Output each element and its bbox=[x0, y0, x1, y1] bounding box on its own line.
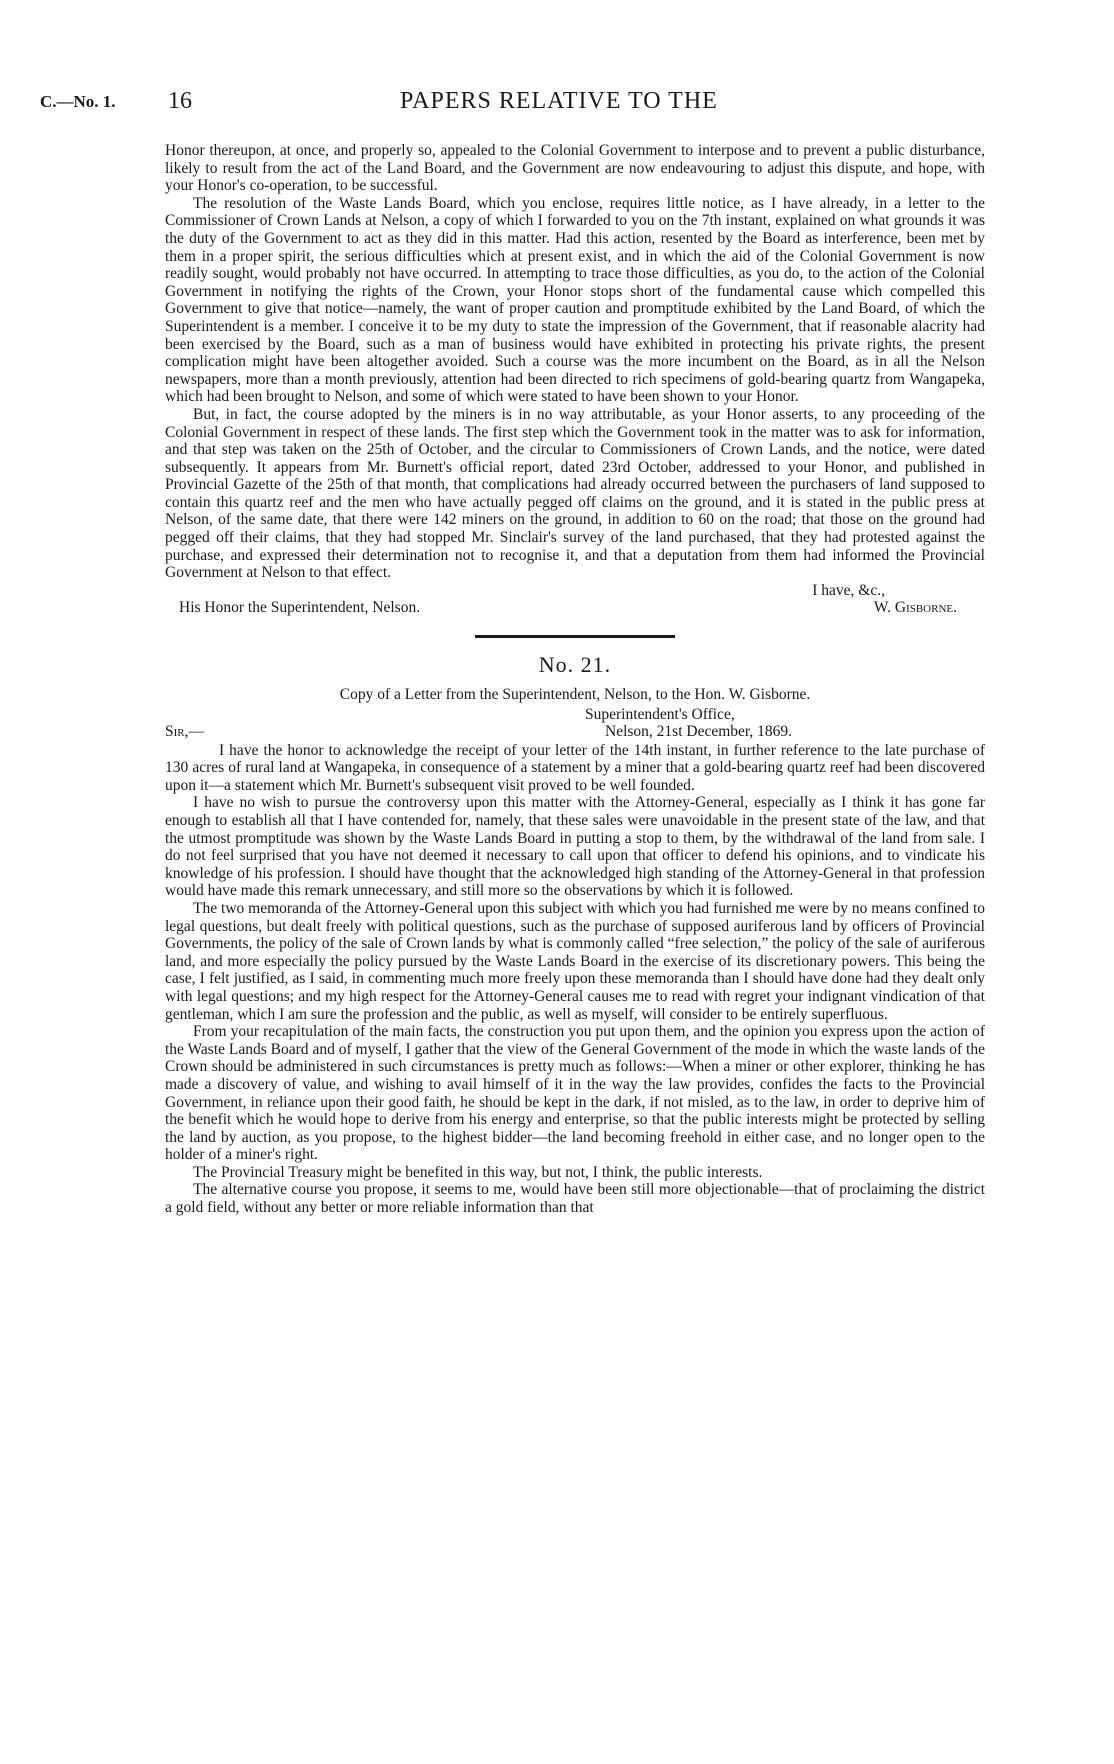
letter2-paragraph: The alternative course you propose, it seems to me, would have been still more objectionable—that of proclaiming the district a gold field, without any better or more reliable information than that bbox=[165, 1181, 985, 1217]
paper-reference: C.—No. 1. bbox=[40, 92, 116, 111]
letter2-paragraph: I have the honor to acknowledge the receipt of your letter of the 14th instant, in further reference to the late purchase of 130 acres of rural land at Wangapeka, in consequence of a statement by a miner that a gold-bearing quartz reef had been discovered upon it—a statement which Mr. Burnett's subsequent visit proved to be well founded. bbox=[165, 741, 985, 794]
page-header bbox=[40, 88, 1040, 118]
letter2-salutation: Sir,— bbox=[165, 722, 204, 740]
letter2-copy-line: Copy of a Letter from the Superintendent, Nelson, to the Hon. W. Gisborne. bbox=[339, 686, 811, 704]
letter1-paragraph: Honor thereupon, at once, and properly so, appealed to the Colonial Government to interpose and to prevent a public disturbance, likely to result from the act of the Land Board, and the Government are now endeavouring to adjust this dispute, and hope, with your Honor's co-operation, to be successful. bbox=[165, 142, 985, 195]
letter2-heading bbox=[165, 706, 985, 742]
letter1-paragraph: The resolution of the Waste Lands Board, which you enclose, requires little notice, as I have already, in a letter to the Commissioner of Crown Lands at Nelson, a copy of which I forwarded to you on the 7th instant, explained on what grounds it was the duty of the Government to act as they did in this matter. Had this action, resented by the Board as interference, been met by them in a proper spirit, the serious difficulties which at present exist, and in which the aid of the Colonial Government is now readily sought, would probably not have occurred. In attempting to trace those difficulties, as you do, to the action of the Colonial Government in notifying the rights of the Crown, your Honor stops short of the fundamental cause which compelled this Government to give that notice—namely, the want of proper caution and promptitude exhibited by the Land Board, of which the Superintendent is a member. I conceive it to be my duty to state the impression of the Government, that if reasonable alacrity had been exercised by the Board, such as a man of business would have exhibited in protecting his private rights, the present complication might have been altogether avoided. Such a course was the more incumbent on the Board, as in all the Nelson newspapers, more than a month previously, attention had been directed to rich specimens of gold-bearing quartz from Wangapeka, which had been brought to Nelson, and some of which were stated to have been shown to your Honor. bbox=[165, 194, 985, 406]
letter2-paragraph: From your recapitulation of the main facts, the construction you put upon them, and the opinion you express upon the action of the Waste Lands Board and of myself, I gather that the view of the General Government of the mode in which the waste lands of the Crown should be administered in such circumstances is pretty much as follows:—When a miner or other explorer, thinking he has made a discovery of value, and wishing to avail himself of it in the way the law provides, confides the facts to the Provincial Government, in reliance upon their good faith, he should be kept in the dark, if not misled, as to the law, in order to deprive him of the benefit which he would hope to derive from his energy and enterprise, so that the public interests might be protected by selling the land by auction, as you propose, to the highest bidder—the land becoming freehold in either case, and no longer open to the holder of a miner's right. bbox=[165, 1023, 985, 1164]
letter2-paragraph: I have no wish to pursue the controversy upon this matter with the Attorney-General, especially as I think it has gone far enough to establish all that I have contended for, namely, that these sales were unavoidable in the present state of the law, and that the utmost promptitude was shown by the Waste Lands Board in putting a stop to them, by the withdrawal of the land from sale. I do not feel surprised that you have not deemed it necessary to call upon that officer to defend his opinions, and to vindicate his knowledge of his profession. I should have thought that the acknowledged high standing of the Attorney-General in that profession would have made this remark unnecessary, and still more so the observations by which it is followed. bbox=[165, 794, 985, 900]
letter1-closing: I have, &c., bbox=[812, 581, 885, 599]
letter2-paragraph: The two memoranda of the Attorney-General upon this subject with which you had furnished me were by no means confined to legal questions, but dealt freely with political questions, such as the purchase of supposed auriferous land by officers of Provincial Governments, the policy of the sale of Crown lands by what is commonly called “free selection,” the policy of the sale of auriferous land, and more especially the policy pursued by the Waste Lands Board in the exercise of its discretionary powers. This being the case, I felt justified, as I said, in commenting much more freely upon these memoranda than I should have done had they dealt only with legal questions; and my high respect for the Attorney-General causes me to read with regret your indignant vindication of that gentleman, which I am sure the profession and the public, as well as myself, will consider to be entirely superfluous. bbox=[165, 899, 985, 1023]
letter1-addressee: His Honor the Superintendent, Nelson. bbox=[179, 599, 421, 617]
page-body bbox=[165, 142, 985, 1217]
section-divider bbox=[475, 635, 675, 638]
letter2-date: Nelson, 21st December, 1869. bbox=[605, 722, 793, 740]
letter1-signoff bbox=[165, 599, 985, 617]
letter2-office: Superintendent's Office, bbox=[585, 705, 735, 723]
letter2-number: No. 21. bbox=[538, 652, 612, 678]
letter1-paragraph: But, in fact, the course adopted by the miners is in no way attributable, as your Honor asserts, to any proceeding of the Colonial Government in respect of these lands. The first step which the Government took in the matter was to ask for information, and that step was taken on the 25th of October, and the circular to Commissioners of Crown Lands, and the notice, were dated subsequently. It appears from Mr. Burnett's official report, dated 23rd October, addressed to your Honor, and published in Provincial Gazette of the 25th of that month, that complications had already occurred between the purchasers of land supposed to contain this quartz reef and the men who have actually pegged off claims on the ground, and it is stated in the public press at Nelson, of the same date, that there were 142 miners on the ground, in addition to 60 on the road; that those on the ground had pegged off their claims, that they had stopped Mr. Sinclair's survey of the land purchased, that they had protested against the purchase, and expressed their determination not to recognise it, and that a deputation from them had informed the Provincial Government at Nelson to that effect. bbox=[165, 405, 985, 582]
running-title: PAPERS RELATIVE TO THE bbox=[400, 88, 718, 114]
page-number: 16 bbox=[168, 88, 192, 114]
letter2-paragraph: The Provincial Treasury might be benefited in this way, but not, I think, the public interests. bbox=[193, 1163, 763, 1181]
letter1-signature: W. Gisborne. bbox=[873, 599, 957, 617]
